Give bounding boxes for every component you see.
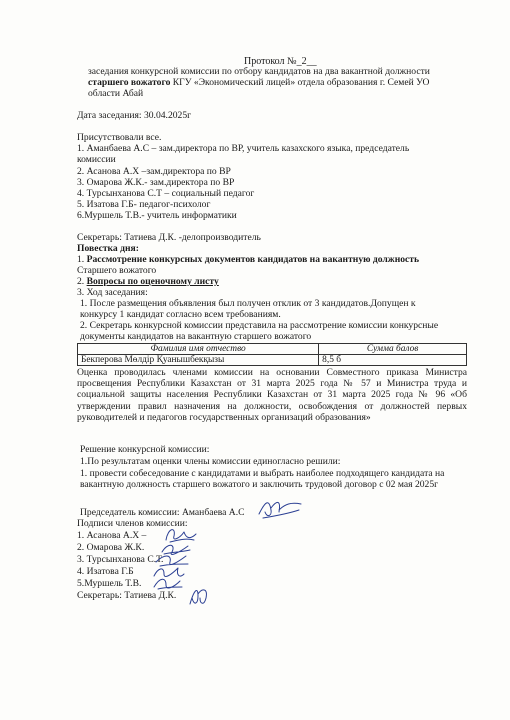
chair-signature-line: Председатель комиссии: Аманбаева А.С <box>80 507 245 518</box>
decision-line-1: 1.По результатам оценки члены комиссии единогласно решили: <box>80 456 341 467</box>
agenda-item-text: Рассмотрение конкурсных документов кандидатов на вакантную должность <box>86 254 420 265</box>
subject-line-2 <box>88 77 429 88</box>
proceedings-item-1-line-1: 1. После размещения объявления был получен отклик от 3 кандидатов.Допущен к <box>80 298 416 309</box>
candidate-score-cell: 8,5 б <box>319 355 467 366</box>
attendee-item: 2. Асанова А.Х –зам.директора по ВР <box>77 166 231 177</box>
subject-line-3: области Абай <box>88 88 144 99</box>
member-signature-line: 1. Асанова А.Х – <box>77 530 147 541</box>
member-signature-line: 4. Изатова Г.Б <box>77 566 134 577</box>
attendees-heading: Присутствовали все. <box>77 132 162 143</box>
agenda-item-text: Вопросы по оценочному листу <box>86 276 219 287</box>
agenda-item-1-continuation: Старшего вожатого <box>77 265 157 276</box>
proceedings-item-1-line-2: конкурсу 1 кандидат согласно всем требованиям. <box>80 309 281 320</box>
table-row <box>78 355 467 366</box>
evaluation-table <box>77 343 467 366</box>
candidate-name-cell: Бекперова Мөлдір Қуанышбекқызы <box>78 355 319 366</box>
assessment-paragraph: Оценка проводилась членами комиссии на основании Совместного приказа Министра просвещения Республики Казахстан от 31 марта 2025 года № 57 и Министра труда и социальной защиты населения Республики Казахстан от 31 марта 2025 года № 96 «Об утверждении правил назначения на должности, освобождения от должностей первых руководителей и педагогов государственных организаций образования» <box>77 367 467 423</box>
table-header-name: Фамилия имя отчество <box>78 344 319 355</box>
document-title: Протокол №_2__ <box>244 56 317 67</box>
member-5-signature-scribble <box>150 575 186 593</box>
agenda-item-1 <box>77 254 419 265</box>
decision-line-2: 1. провести собеседование с кандидатами и выбрать наиболее подходящего кандидата на <box>80 468 445 479</box>
agenda-item-number: 1. <box>77 254 87 265</box>
position-name: старшего вожатого <box>88 77 171 88</box>
table-header-row <box>78 344 467 355</box>
attendee-item: 1. Аманбаева А.С – зам.директора по ВР, учитель казахского языка, председатель <box>77 143 410 154</box>
attendee-item: 3. Омарова Ж.К.- зам.директора по ВР <box>77 177 235 188</box>
secretary-line: Секретарь: Татиева Д.К. -делопроизводитель <box>77 232 261 243</box>
proceedings-item-2-line-2: документы кандидатов на вакантную старшего вожатого <box>80 331 312 342</box>
attendee-item: комиссии <box>77 154 116 165</box>
meeting-date: Дата заседания: 30.04.2025г <box>77 110 192 121</box>
chair-signature-scribble <box>255 496 305 522</box>
attendee-item: 6.Муршель Т.В.- учитель информатики <box>77 210 237 221</box>
agenda-heading: Повестка дня: <box>77 243 139 254</box>
attendee-item: 4. Турсынханова С.Т – социальный педагог <box>77 188 255 199</box>
agenda-item-3: 3. Ход заседания: <box>77 287 148 298</box>
member-signature-line: 2. Омарова Ж.К. <box>77 542 145 553</box>
table-header-score: Сумма балов <box>319 344 467 355</box>
attendee-item: 5. Изатова Г.Б- педагог-психолог <box>77 199 211 210</box>
secretary-signature-scribble <box>186 584 212 608</box>
agenda-item-number: 2. <box>77 276 87 287</box>
subject-line-1: заседания конкурсной комиссии по отбору кандидатов на два вакантной должности <box>88 66 430 77</box>
members-signature-heading: Подписи членов комиссии: <box>77 518 188 529</box>
member-signature-line: 5.Муршель Т.В. <box>77 578 142 589</box>
proceedings-item-2-line-1: 2. Секретарь конкурсной комиссии представила на рассмотрение комиссии конкурсные <box>80 320 439 331</box>
organization-text: КГУ «Экономический лицей» отдела образования г. Семей УО <box>170 77 430 88</box>
agenda-item-2 <box>77 276 219 287</box>
member-signature-line: 3. Турсынханова С.Т. <box>77 554 164 565</box>
decision-heading: Решение конкурсной комиссии: <box>80 444 210 455</box>
secretary-signature-line: Секретарь: Татиева Д.К. <box>77 590 177 601</box>
decision-line-3: вакантную должность старшего вожатого и заключить трудовой договор с 02 мая 2025г <box>80 479 439 490</box>
